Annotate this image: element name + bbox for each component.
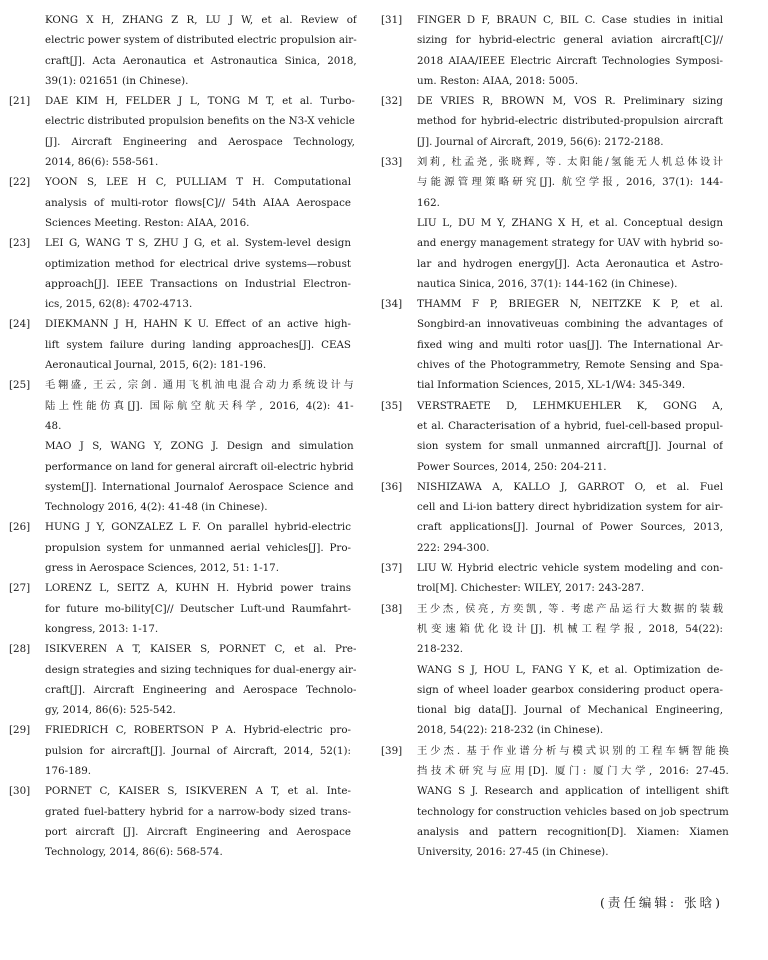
reference-line: performance on land for general aircraft oil-electric hybrid (45, 460, 354, 473)
reference-number: [21] (9, 95, 31, 108)
reference-line: sizing for hybrid-electric general aviation aircraft[C]// (417, 34, 723, 47)
reference-line: 176-189. (45, 764, 92, 777)
references-right-column (381, 10, 729, 862)
reference-line: 刘莉, 杜孟尧, 张晓辉, 等. 太阳能/氢能无人机总体设计 (417, 156, 723, 169)
reference-text (417, 294, 723, 395)
reference-line: University, 2016: 27-45 (in Chinese). (417, 846, 609, 859)
reference-line: Sciences Meeting. Reston: AIAA, 2016. (45, 216, 250, 229)
reference-line: craft[J]. Aircraft Engineering and Aerospace Technolo- (45, 683, 357, 696)
reference-number: [27] (9, 582, 31, 595)
reference-line: KONG X H, ZHANG Z R, LU J W, et al. Review of (45, 14, 357, 26)
reference-line: pulsion for aircraft[J]. Journal of Aircraft, 2014, 52(1): (45, 744, 351, 757)
reference-line: [J]. Journal of Aircraft, 2019, 56(6): 2172-2188. (417, 135, 664, 148)
reference-line: LIU L, DU M Y, ZHANG X H, et al. Conceptual design (417, 216, 723, 229)
reference-line: 机变速箱优化设计[J]. 机械工程学报, 2018, 54(22): (417, 622, 723, 635)
reference-text (45, 578, 351, 639)
reference-line: 48. (45, 419, 62, 432)
reference-text (45, 233, 351, 314)
reference-entry (9, 314, 351, 375)
reference-line: method for hybrid-electric distributed-propulsion aircraft (417, 115, 723, 128)
reference-line: technology for construction vehicles based on job spectrum (417, 805, 729, 818)
reference-number: [28] (9, 643, 31, 656)
reference-line: gy, 2014, 86(6): 525-542. (45, 704, 176, 717)
reference-text (45, 10, 357, 91)
reference-line: Songbird-an innovativeuas combining the advantages of (417, 318, 723, 331)
responsible-editor-note: (责任编辑: 张晗) (600, 895, 723, 910)
reference-entry (9, 172, 351, 233)
reference-line: tial Information Sciences, 2015, XL-1/W4: 345-349. (417, 379, 686, 392)
reference-line: craft[J]. Acta Aeronautica et Astronautica Sinica, 2018, (45, 54, 357, 67)
reference-line: lar and hydrogen energy[J]. Acta Aeronautica et Astro- (417, 257, 723, 270)
reference-line: tional big data[J]. Journal of Mechanical Engineering, (417, 704, 723, 717)
reference-entry (381, 741, 729, 863)
reference-line: ics, 2015, 62(8): 4702-4713. (45, 298, 193, 311)
reference-line: ISIKVEREN A T, KAISER S, PORNET C, et al. Pre- (45, 643, 357, 656)
reference-line: design strategies and sizing techniques for dual-energy air- (45, 663, 357, 676)
reference-line: for future mo-bility[C]// Deutscher Luft-und Raumfahrt- (45, 602, 351, 615)
reference-line: WANG S J. Research and application of intelligent shift (417, 785, 729, 798)
reference-line: VERSTRAETE D, LEHMKUEHLER K, GONG A, (417, 399, 723, 412)
reference-entry (381, 10, 723, 91)
reference-line: nautica Sinica, 2016, 37(1): 144-162 (in Chinese). (417, 277, 678, 290)
reference-line: chives of the Photogrammetry, Remote Sensing and Spa- (417, 359, 723, 372)
reference-entry (9, 720, 351, 781)
reference-entry (9, 578, 351, 639)
reference-line: LORENZ L, SEITZ A, KUHN H. Hybrid power trains (45, 582, 351, 595)
reference-line: 218-232. (417, 643, 464, 656)
reference-number: [34] (381, 298, 403, 311)
reference-line: MAO J S, WANG Y, ZONG J. Design and simulation (45, 440, 354, 453)
reference-line: 毛翱盛, 王云, 宗剑. 通用飞机油电混合动力系统设计与 (45, 379, 354, 392)
reference-line: craft applications[J]. Journal of Power Sources, 2013, (417, 521, 723, 534)
reference-text (417, 599, 723, 741)
reference-text (417, 10, 723, 91)
reference-entry (381, 477, 723, 558)
reference-number: [29] (9, 724, 31, 737)
reference-line: THAMM F P, BRIEGER N, NEITZKE K P, et al. (417, 298, 723, 311)
reference-entry (381, 294, 723, 395)
reference-line: 162. (417, 196, 440, 209)
reference-text (417, 396, 723, 477)
reference-entry (381, 599, 723, 741)
reference-line: approach[J]. IEEE Transactions on Industrial Electron- (45, 277, 351, 290)
reference-line: 王少杰. 基于作业谱分析与模式识别的工程车辆智能换 (417, 744, 729, 757)
reference-entry (9, 781, 351, 862)
reference-line: HUNG J Y, GONZALEZ L F. On parallel hybrid-electric (45, 521, 351, 534)
reference-line: analysis and pattern recognition[D]. Xiamen: Xiamen (417, 825, 729, 838)
reference-line: gress in Aerospace Sciences, 2012, 51: 1-17. (45, 562, 279, 575)
reference-line: 陆上性能仿真[J]. 国际航空航天科学, 2016, 4(2): 41- (45, 399, 354, 412)
reference-text (45, 375, 354, 517)
reference-line: Technology, 2014, 86(6): 568-574. (45, 846, 223, 859)
reference-line: grated fuel-battery hybrid for a narrow-body sized trans- (45, 805, 351, 818)
reference-line: cell and Li-ion battery direct hybridization system for air- (417, 501, 723, 514)
reference-line: and energy management strategy for UAV with hybrid so- (417, 237, 723, 250)
reference-line: electric power system of distributed electric propulsion air- (45, 34, 357, 47)
reference-number: [33] (381, 156, 403, 169)
reference-entry (9, 517, 351, 578)
reference-line: trol[M]. Chichester: WILEY, 2017: 243-287. (417, 582, 645, 595)
reference-entry (381, 152, 723, 294)
reference-number: [24] (9, 318, 31, 331)
reference-text (417, 152, 723, 294)
reference-number: [32] (381, 95, 403, 108)
reference-text (45, 517, 351, 578)
reference-line: WANG S J, HOU L, FANG Y K, et al. Optimization de- (417, 663, 723, 676)
reference-line: DE VRIES R, BROWN M, VOS R. Preliminary sizing (417, 95, 723, 108)
reference-entry (381, 91, 723, 152)
reference-line: PORNET C, KAISER S, ISIKVEREN A T, et al. Inte- (45, 785, 351, 798)
reference-line: 2018 AIAA/IEEE Electric Aircraft Technologies Symposi- (417, 54, 723, 67)
reference-line: propulsion system for unmanned aerial vehicles[J]. Pro- (45, 541, 351, 554)
reference-line: port aircraft [J]. Aircraft Engineering and Aerospace (45, 825, 351, 838)
reference-entry (381, 558, 723, 599)
reference-text (45, 720, 351, 781)
reference-line: 222: 294-300. (417, 541, 490, 554)
reference-entry (9, 91, 355, 172)
reference-entry (381, 396, 723, 477)
reference-line: FRIEDRICH C, ROBERTSON P A. Hybrid-electric pro- (45, 724, 351, 737)
reference-number: [31] (381, 14, 403, 26)
reference-line: fixed wing and multi rotor uas[J]. The International Ar- (417, 338, 723, 351)
reference-line: sion system for small unmanned aircraft[J]. Journal of (417, 440, 723, 453)
reference-line: DIEKMANN J H, HAHN K U. Effect of an active high- (45, 318, 351, 331)
reference-number: [39] (381, 744, 403, 757)
reference-entry (9, 639, 357, 720)
reference-line: 2018, 54(22): 218-232 (in Chinese). (417, 724, 604, 737)
reference-line: YOON S, LEE H C, PULLIAM T H. Computational (45, 176, 351, 189)
reference-number: [38] (381, 602, 403, 615)
reference-number: [35] (381, 399, 403, 412)
reference-text (45, 314, 351, 375)
reference-line: 挡技术研究与应用[D]. 厦门: 厦门大学, 2016: 27-45. (417, 764, 729, 777)
reference-number: [26] (9, 521, 31, 534)
reference-line: lift system failure during landing approaches[J]. CEAS (45, 338, 351, 351)
reference-number: [25] (9, 379, 31, 392)
reference-line: kongress, 2013: 1-17. (45, 622, 159, 635)
reference-text (417, 741, 729, 863)
reference-line: LEI G, WANG T S, ZHU J G, et al. System-level design (45, 237, 351, 250)
reference-text (45, 781, 351, 862)
reference-line: 王少杰, 侯亮, 方奕凯, 等. 考虑产品运行大数据的装载 (417, 602, 723, 615)
reference-line: 2014, 86(6): 558-561. (45, 156, 159, 169)
reference-text (45, 91, 355, 172)
reference-line: Aeronautical Journal, 2015, 6(2): 181-196. (45, 359, 267, 372)
reference-line: LIU W. Hybrid electric vehicle system modeling and con- (417, 562, 723, 575)
reference-line: electric distributed propulsion benefits on the N3-X vehicle (45, 115, 355, 128)
reference-number: [37] (381, 562, 403, 575)
reference-text (417, 477, 723, 558)
references-left-column (9, 10, 357, 862)
reference-text (417, 558, 723, 599)
reference-number: [36] (381, 480, 403, 493)
reference-entry (9, 375, 354, 517)
reference-line: system[J]. International Journalof Aerospace Science and (45, 480, 354, 493)
reference-number: [30] (9, 785, 31, 798)
reference-number: [22] (9, 176, 31, 189)
reference-line: optimization method for electrical drive systems—robust (45, 257, 351, 270)
reference-text (45, 172, 351, 233)
reference-line: DAE KIM H, FELDER J L, TONG M T, et al. Turbo- (45, 95, 355, 108)
reference-entry (9, 233, 351, 314)
reference-line: Power Sources, 2014, 250: 204-211. (417, 460, 607, 473)
reference-entry (9, 10, 357, 91)
reference-line: Technology 2016, 4(2): 41-48 (in Chinese). (45, 501, 268, 514)
reference-text (45, 639, 356, 720)
reference-number: [23] (9, 237, 31, 250)
reference-line: NISHIZAWA A, KALLO J, GARROT O, et al. Fuel (417, 480, 723, 493)
reference-line: et al. Characterisation of a hybrid, fuel-cell-based propul- (417, 419, 723, 432)
reference-line: 39(1): 021651 (in Chinese). (45, 74, 189, 87)
reference-line: FINGER D F, BRAUN C, BIL C. Case studies in initial (417, 14, 723, 26)
reference-line: 与能源管理策略研究[J]. 航空学报, 2016, 37(1): 144- (417, 176, 723, 189)
reference-line: um. Reston: AIAA, 2018: 5005. (417, 74, 579, 87)
reference-text (417, 91, 723, 152)
reference-line: sign of wheel loader gearbox considering product opera- (417, 683, 723, 696)
reference-line: [J]. Aircraft Engineering and Aerospace Technology, (45, 135, 355, 148)
reference-line: analysis of multi-rotor flows[C]// 54th AIAA Aerospace (45, 196, 351, 209)
